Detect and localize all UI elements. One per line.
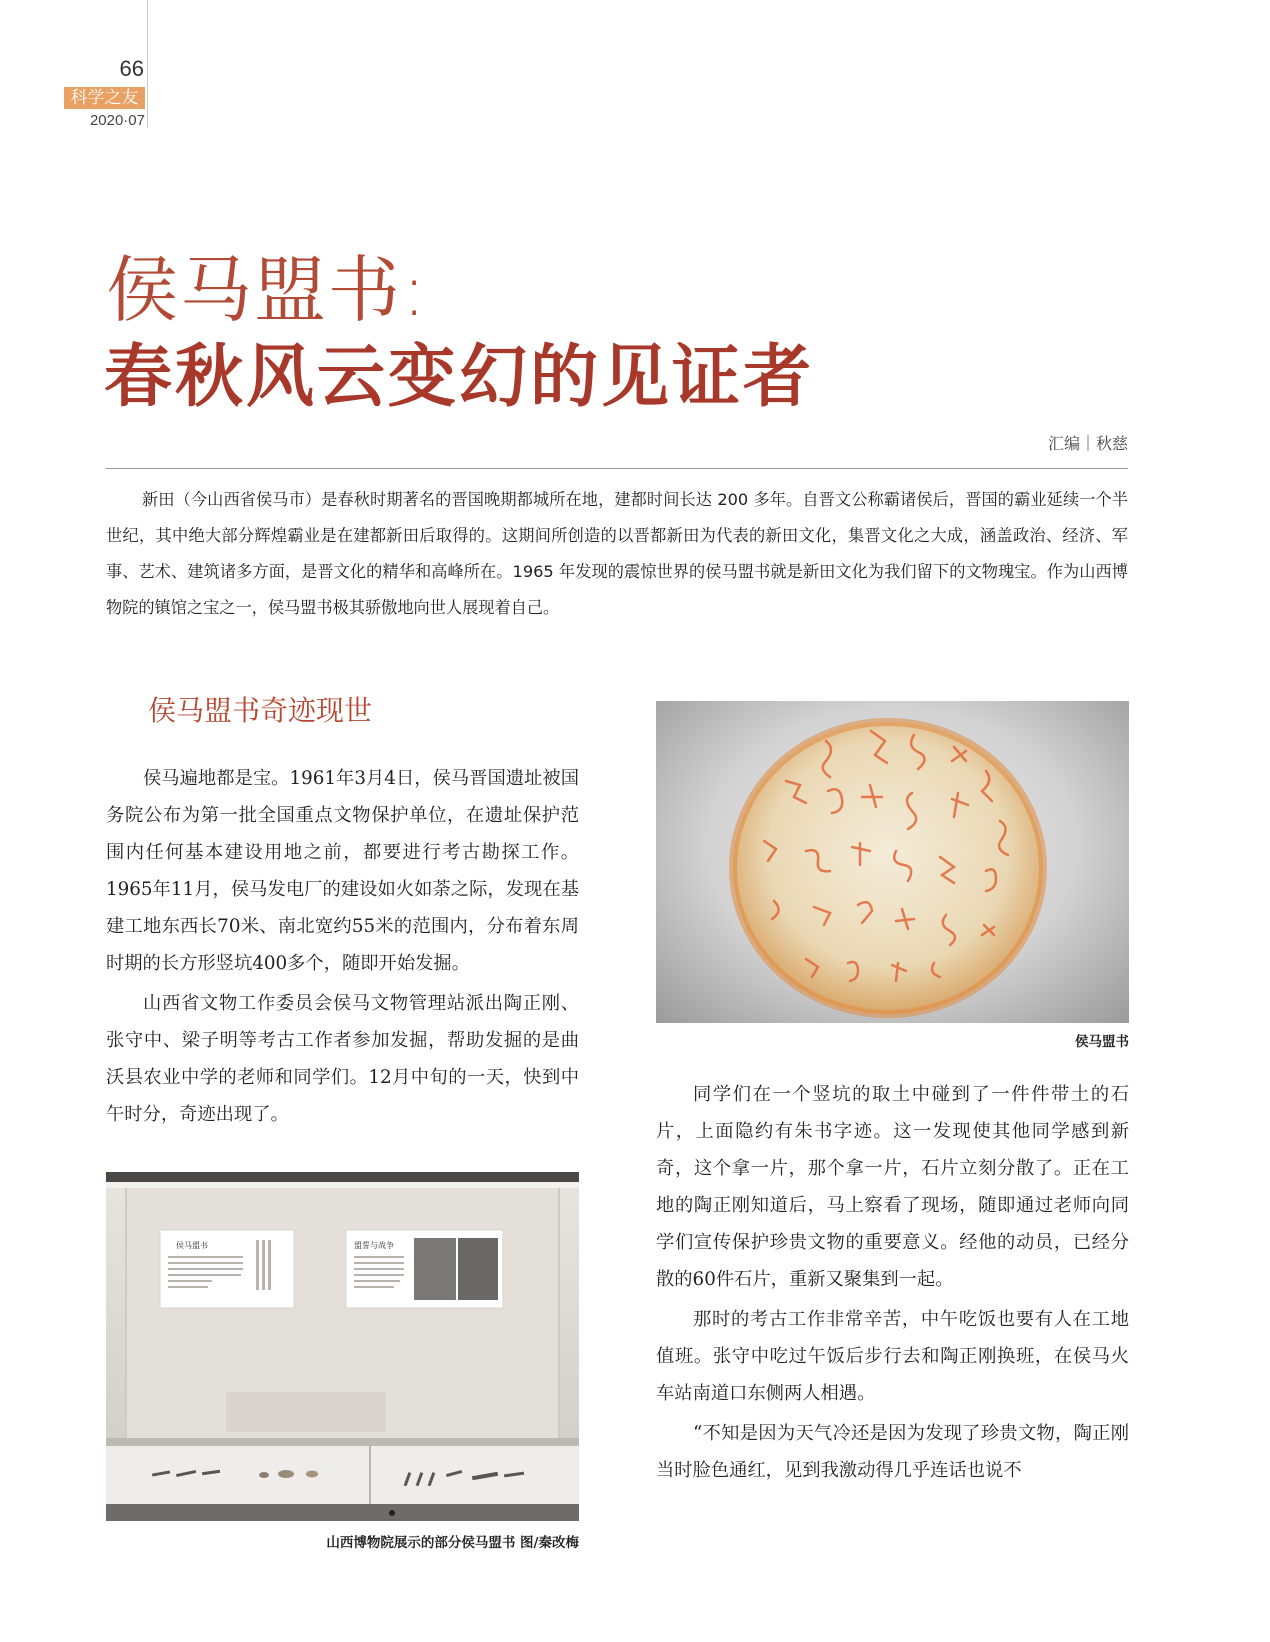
body-paragraph: “不知是因为天气冷还是因为发现了珍贵文物，陶正刚当时脸色通红，见到我激动得几乎连话也说不 <box>656 1423 1129 1481</box>
article-title-line2: 春秋风云变幻的见证者 <box>104 338 815 417</box>
header-divider <box>147 0 148 128</box>
right-column <box>656 1076 1129 1492</box>
intro-paragraph: 新田（今山西省侯马市）是春秋时期著名的晋国晚期都城所在地，建都时间长达 200 多年。自晋文公称霸诸侯后，晋国的霸业延续一个半世纪，其中绝大部分辉煌霸业是在建都新田后取得的。这期间所创造的以晋都新田为代表的新田文化，集晋文化之大成，涵盖政治、经济、军事、艺术、建筑诸多方面，是晋文化的精华和高峰所在。1965 年发现的震惊世界的侯马盟书就是新田文化为我们留下的文物瑰宝。作为山西博物院的镇馆之宝之一，侯马盟书极其骄傲地向世人展现着自己。 <box>106 490 1128 617</box>
mengshu-tablet-photo <box>656 701 1129 1023</box>
exhibit-photo-illustration <box>106 1172 579 1521</box>
museum-exhibit-photo <box>106 1172 579 1521</box>
body-paragraph: 同学们在一个竖坑的取土中碰到了一件件带土的石片，上面隐约有朱书字迹。这一发现使其他同学感到新奇，这个拿一片，那个拿一片，石片立刻分散了。正在工地的陶正刚知道后，马上察看了现场，随即通过老师向同学们宣传保护珍贵文物的重要意义。经他的动员，已经分散的60件石片，重新又聚集到一起。 <box>656 1084 1129 1290</box>
section-heading: 侯马盟书奇迹现世 <box>148 694 373 727</box>
body-paragraph: 山西省文物工作委员会侯马文物管理站派出陶正刚、张守中、梁子明等考古工作者参加发掘，帮助发掘的是曲沃县农业中学的老师和同学们。12月中旬的一天，快到中午时分，奇迹出现了。 <box>106 993 579 1125</box>
article-title-line1: 侯马盟书: <box>106 248 429 332</box>
byline: 汇编｜秋慈 <box>1047 434 1128 453</box>
issue-date: 2020·07 <box>89 112 145 129</box>
exhibit-panel1-title: 侯马盟书 <box>176 1241 208 1250</box>
magazine-name-badge: 科学之友 <box>64 87 145 109</box>
title-rule <box>106 468 1128 469</box>
page-number: 66 <box>119 56 144 81</box>
tablet-illustration <box>656 701 1129 1023</box>
body-paragraph: 侯马遍地都是宝。1961年3月4日，侯马晋国遗址被国务院公布为第一批全国重点文物保护单位，在遗址保护范围内任何基本建设用地之前，都要进行考古勘探工作。1965年11月，侯马发电厂的建设如火如荼之际，发现在基建工地东西长70米、南北宽约55米的范围内，分布着东周时期的长方形竖坑400多个，随即开始发掘。 <box>106 768 579 974</box>
exhibit-photo-caption: 山西博物院展示的部分侯马盟书 图/秦改梅 <box>326 1535 579 1551</box>
tablet-photo-caption: 侯马盟书 <box>1075 1034 1129 1050</box>
left-column <box>106 760 579 1136</box>
body-paragraph: 那时的考古工作非常辛苦，中午吃饭也要有人在工地值班。张守中吃过午饭后步行去和陶正刚换班，在侯马火车站南道口东侧两人相遇。 <box>656 1309 1129 1404</box>
exhibit-panel2-title: 盟誓与战争 <box>354 1241 394 1250</box>
